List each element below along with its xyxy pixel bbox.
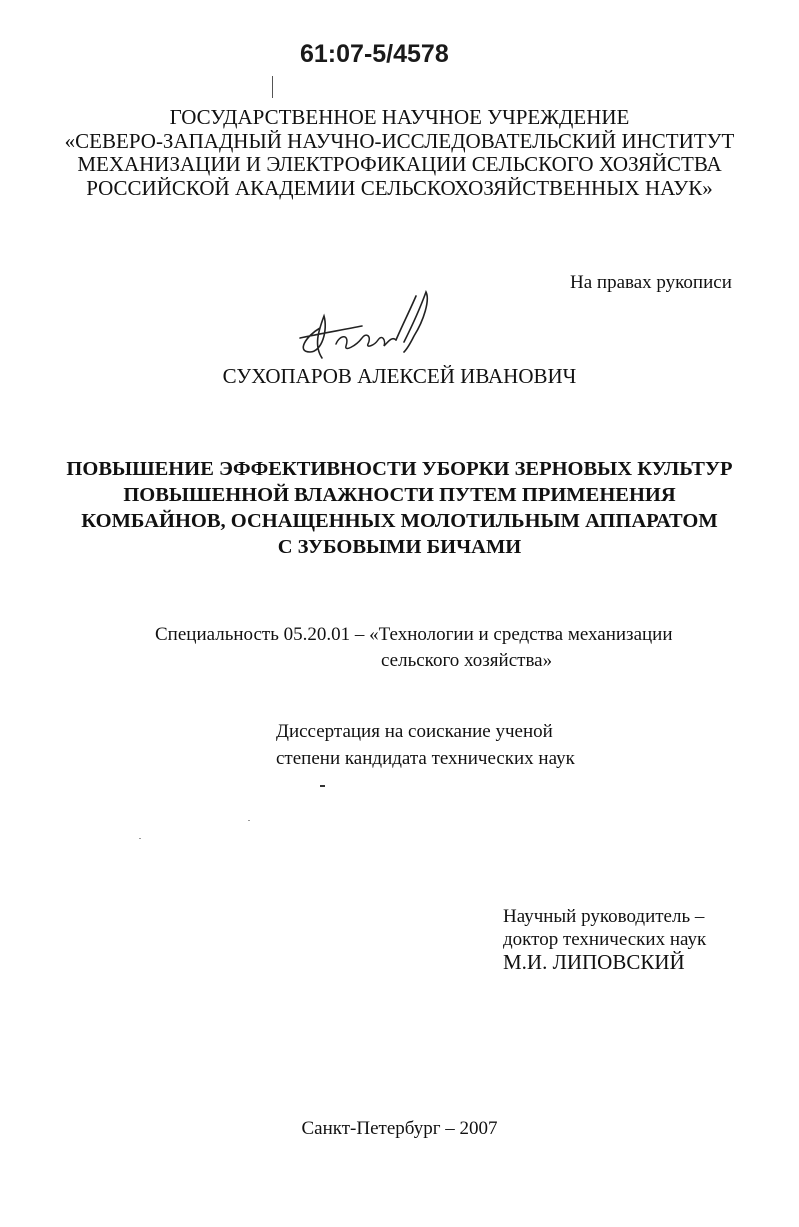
specialty-line-1: Специальность 05.20.01 – «Технологии и средства механизации <box>155 624 673 645</box>
dissertation-line-1: Диссертация на соискание ученой <box>276 721 553 742</box>
scan-mark <box>272 76 273 98</box>
institution-block <box>0 106 799 200</box>
dissertation-line-2: степени кандидата технических наук <box>276 748 575 769</box>
title-line: КОМБАЙНОВ, ОСНАЩЕННЫХ МОЛОТИЛЬНЫМ АППАРАТОМ <box>81 510 718 532</box>
archive-code: 61:07-5/4578 <box>300 40 449 68</box>
institution-line: РОССИЙСКОЙ АКАДЕМИИ СЕЛЬСКОХОЗЯЙСТВЕННЫХ НАУК» <box>86 175 713 200</box>
dissertation-type <box>276 718 575 772</box>
title-line: С ЗУБОВЫМИ БИЧАМИ <box>277 536 522 558</box>
author-name: СУХОПАРОВ АЛЕКСЕЙ ИВАНОВИЧ <box>222 364 577 388</box>
supervisor-degree: доктор технических наук <box>503 929 707 950</box>
supervisor-role: Научный руководитель – <box>503 906 705 927</box>
institution-line: МЕХАНИЗАЦИИ И ЭЛЕКТРОФИКАЦИИ СЕЛЬСКОГО ХОЗЯЙСТВА <box>77 152 722 176</box>
title-line: ПОВЫШЕНИЕ ЭФФЕКТИВНОСТИ УБОРКИ ЗЕРНОВЫХ КУЛЬТУР <box>66 458 733 480</box>
scan-speck <box>320 785 325 787</box>
institution-line: «СЕВЕРО-ЗАПАДНЫЙ НАУЧНО-ИССЛЕДОВАТЕЛЬСКИЙ ИНСТИТУТ <box>64 128 735 153</box>
scan-speck <box>139 838 141 839</box>
dissertation-title <box>0 456 799 560</box>
supervisor-name: М.И. ЛИПОВСКИЙ <box>503 950 685 974</box>
institution-line: ГОСУДАРСТВЕННОЕ НАУЧНОЕ УЧРЕЖДЕНИЕ <box>169 105 630 129</box>
title-line: ПОВЫШЕННОЙ ВЛАЖНОСТИ ПУТЕМ ПРИМЕНЕНИЯ <box>123 484 676 506</box>
rights-note: На правах рукописи <box>570 272 732 293</box>
author-signature <box>292 290 442 375</box>
scan-speck <box>248 820 250 821</box>
supervisor-block <box>503 905 706 974</box>
city-year: Санкт-Петербург – 2007 <box>301 1118 498 1139</box>
specialty-line-2: сельского хозяйства» <box>381 650 553 671</box>
